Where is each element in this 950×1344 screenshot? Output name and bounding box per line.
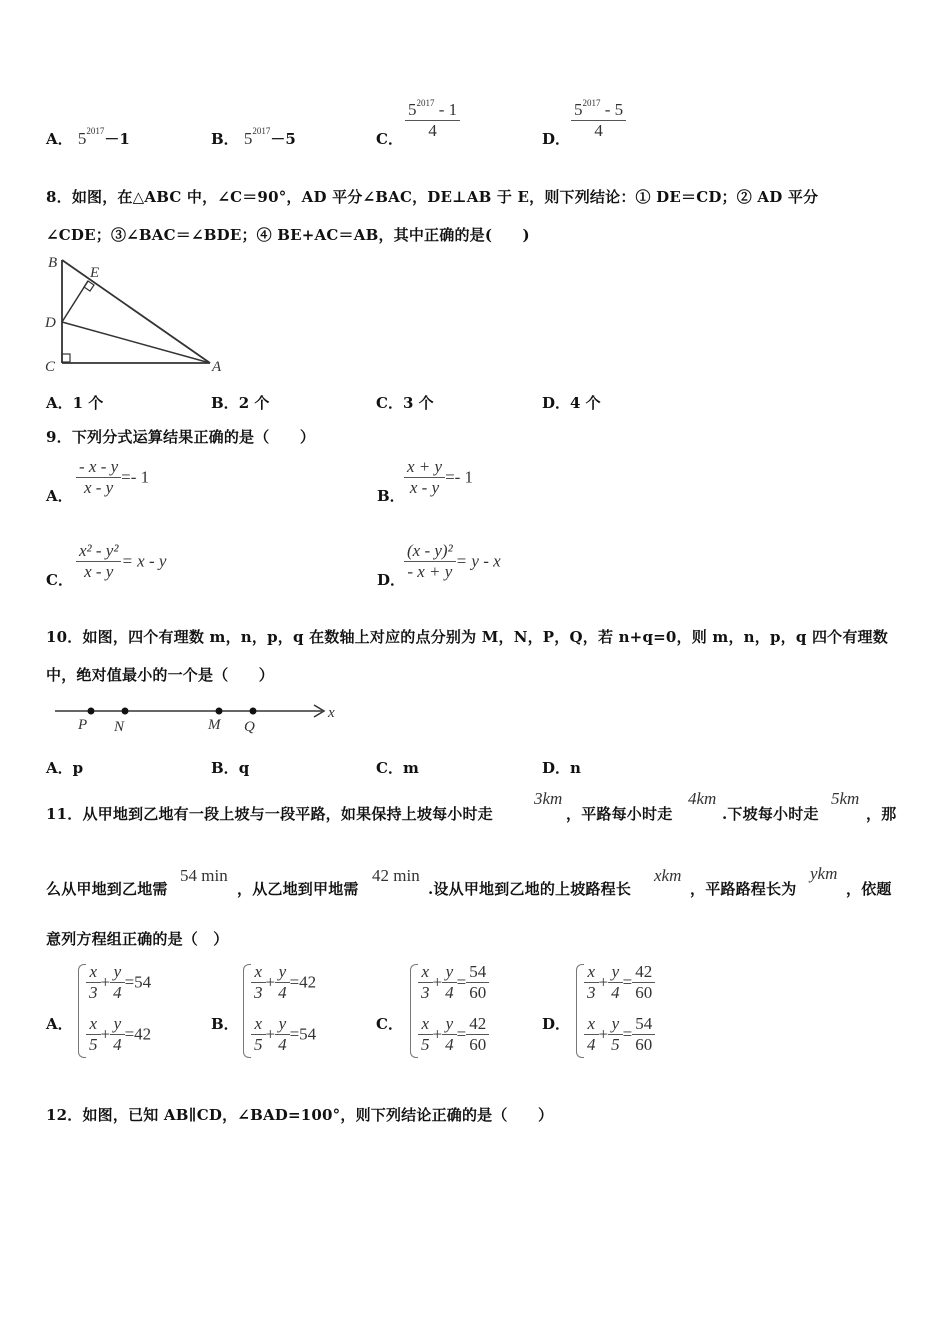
point-label-c: C [45,359,56,375]
q11-option-a-label: A． [46,1015,73,1033]
q11-stem-line3: 意列方程组正确的是（ ） [46,930,229,948]
q7-option-a: A． $5^{2017}-1$ [46,126,130,148]
q11-option-c-label: C． [376,1015,403,1033]
point-p [88,708,95,715]
q9-option-d-label: D． [377,571,406,589]
q8-option-b: B．2 个 [211,394,270,412]
q8-stem-line2: ∠CDE；③∠BAC＝∠BDE；④ BE+AC＝AB，其中正确的是( ) [46,226,530,244]
q9-option-c-label: C． [46,571,73,589]
q10-option-c: C．m [376,759,419,777]
q11-option-d-label: D． [542,1015,571,1033]
q12-stem: 12．如图，已知 AB∥CD，∠BAD=100°，则下列结论正确的是（ ） [46,1106,554,1124]
q9-option-c-expr: $\frac{\text{x² - y²}}{x - y}$ = x - y [76,541,166,582]
q11-stem-line1d: ，那 [866,805,897,823]
q11-option-c-system [410,962,520,1060]
equation-2: $\frac{x}{4}$ + $\frac{y}{5}$ = $\frac{54}{60}$ [584,1014,655,1055]
q9-option-b-label: B． [377,487,405,505]
q10-option-b: B．q [211,759,250,777]
q8-stem-line1: 8．如图，在△ABC 中，∠C＝90°，AD 平分∠BAC，DE⊥AB 于 E，则下列结论：① DE＝CD；② AD 平分 [46,188,819,206]
q11-value-xkm: xkm [654,866,682,885]
q11-option-a-system [78,962,188,1060]
label-m: M [208,717,221,733]
label-x: x [328,705,335,721]
label-q: Q [244,719,255,735]
q11-stem-line2e: ，依题 [846,880,892,898]
right-angle-c [62,354,70,362]
q7-option-d-fraction: $\frac{5^{2017} - 5}{4}$ [571,100,626,141]
label-p: P [78,717,88,733]
q11-stem-line2d: ，平路路程长为 [690,880,797,898]
q7-option-c-label: C． [376,130,403,148]
equation-1: $\frac{x}{3}$ + $\frac{y}{4}$ = $\frac{42}{60}$ [584,962,655,1003]
q11-option-b-system [243,962,353,1060]
q10-stem-line2: 中，绝对值最小的一个是（ ） [46,666,275,684]
q11-stem-line2b: ，从乙地到甲地需 [237,880,359,898]
q9-option-b-expr: $\frac{x + y}{x - y}$ =- 1 [404,457,473,498]
q8-option-d: D．4 个 [542,394,601,412]
q11-stem-line1a: 11．从甲地到乙地有一段上坡与一段平路，如果保持上坡每小时走 [46,805,493,823]
equation-2: $\frac{x}{5}$ + $\frac{y}{4}$ = $\frac{42}{60}$ [418,1014,489,1055]
point-label-b: B [48,255,58,271]
equation-2: $\frac{x}{5}$ + $\frac{y}{4}$ =42 [86,1014,151,1055]
q11-option-b-label: B． [211,1015,239,1033]
q11-value-42min: 42 min [372,866,420,885]
segment-ba [62,260,210,363]
q11-option-d-system [576,962,686,1060]
segment-da [62,322,210,363]
q11-value-4km: 4km [688,789,717,808]
point-label-e: E [90,265,100,281]
q7-option-d-label: D． [542,130,571,148]
q8-triangle-figure [40,250,240,375]
equation-1: $\frac{x}{3}$ + $\frac{y}{4}$ =42 [251,962,316,1003]
q10-option-a: A．p [46,759,84,777]
point-n [122,708,129,715]
q11-value-54min: 54 min [180,866,228,885]
point-m [216,708,223,715]
q11-value-3km: 3km [534,789,563,808]
left-brace [410,964,418,1058]
q9-option-d-expr: $\frac{\text{(x - y)²}}{- x + y}$ = y - x [404,541,501,582]
label-n: N [114,719,125,735]
q9-stem: 9．下列分式运算结果正确的是（ ） [46,428,316,446]
left-brace [576,964,584,1058]
left-brace [78,964,86,1058]
q7-option-b: B． $5^{2017}-5$ [211,126,296,148]
equation-1: $\frac{x}{3}$ + $\frac{y}{4}$ =54 [86,962,151,1003]
q10-option-d: D．n [542,759,581,777]
q8-option-c: C．3 个 [376,394,434,412]
q10-number-line [50,696,350,738]
point-label-a: A [212,359,222,375]
q9-option-a-label: A． [46,487,73,505]
q8-option-a: A．1 个 [46,394,104,412]
q11-value-ykm: ykm [810,864,838,883]
q9-option-a-expr: $\frac{- x - y}{x - y}$ =- 1 [76,457,149,498]
q7-option-c-fraction: $\frac{5^{2017} - 1}{4}$ [405,100,460,141]
point-label-d: D [45,315,56,331]
left-brace [243,964,251,1058]
equation-2: $\frac{x}{5}$ + $\frac{y}{4}$ =54 [251,1014,316,1055]
q11-stem-line1b: ，平路每小时走 [566,805,673,823]
equation-1: $\frac{x}{3}$ + $\frac{y}{4}$ = $\frac{54}{60}$ [418,962,489,1003]
q11-stem-line1c: .下坡每小时走 [722,805,819,823]
q11-stem-line2c: .设从甲地到乙地的上坡路程长 [428,880,632,898]
q11-stem-line2a: 么从甲地到乙地需 [46,880,168,898]
point-q [250,708,257,715]
q11-value-5km: 5km [831,789,860,808]
q10-stem-line1: 10．如图，四个有理数 m，n，p，q 在数轴上对应的点分别为 M，N，P，Q，若 n+q=0，则 m，n，p，q 四个有理数 [46,628,888,646]
